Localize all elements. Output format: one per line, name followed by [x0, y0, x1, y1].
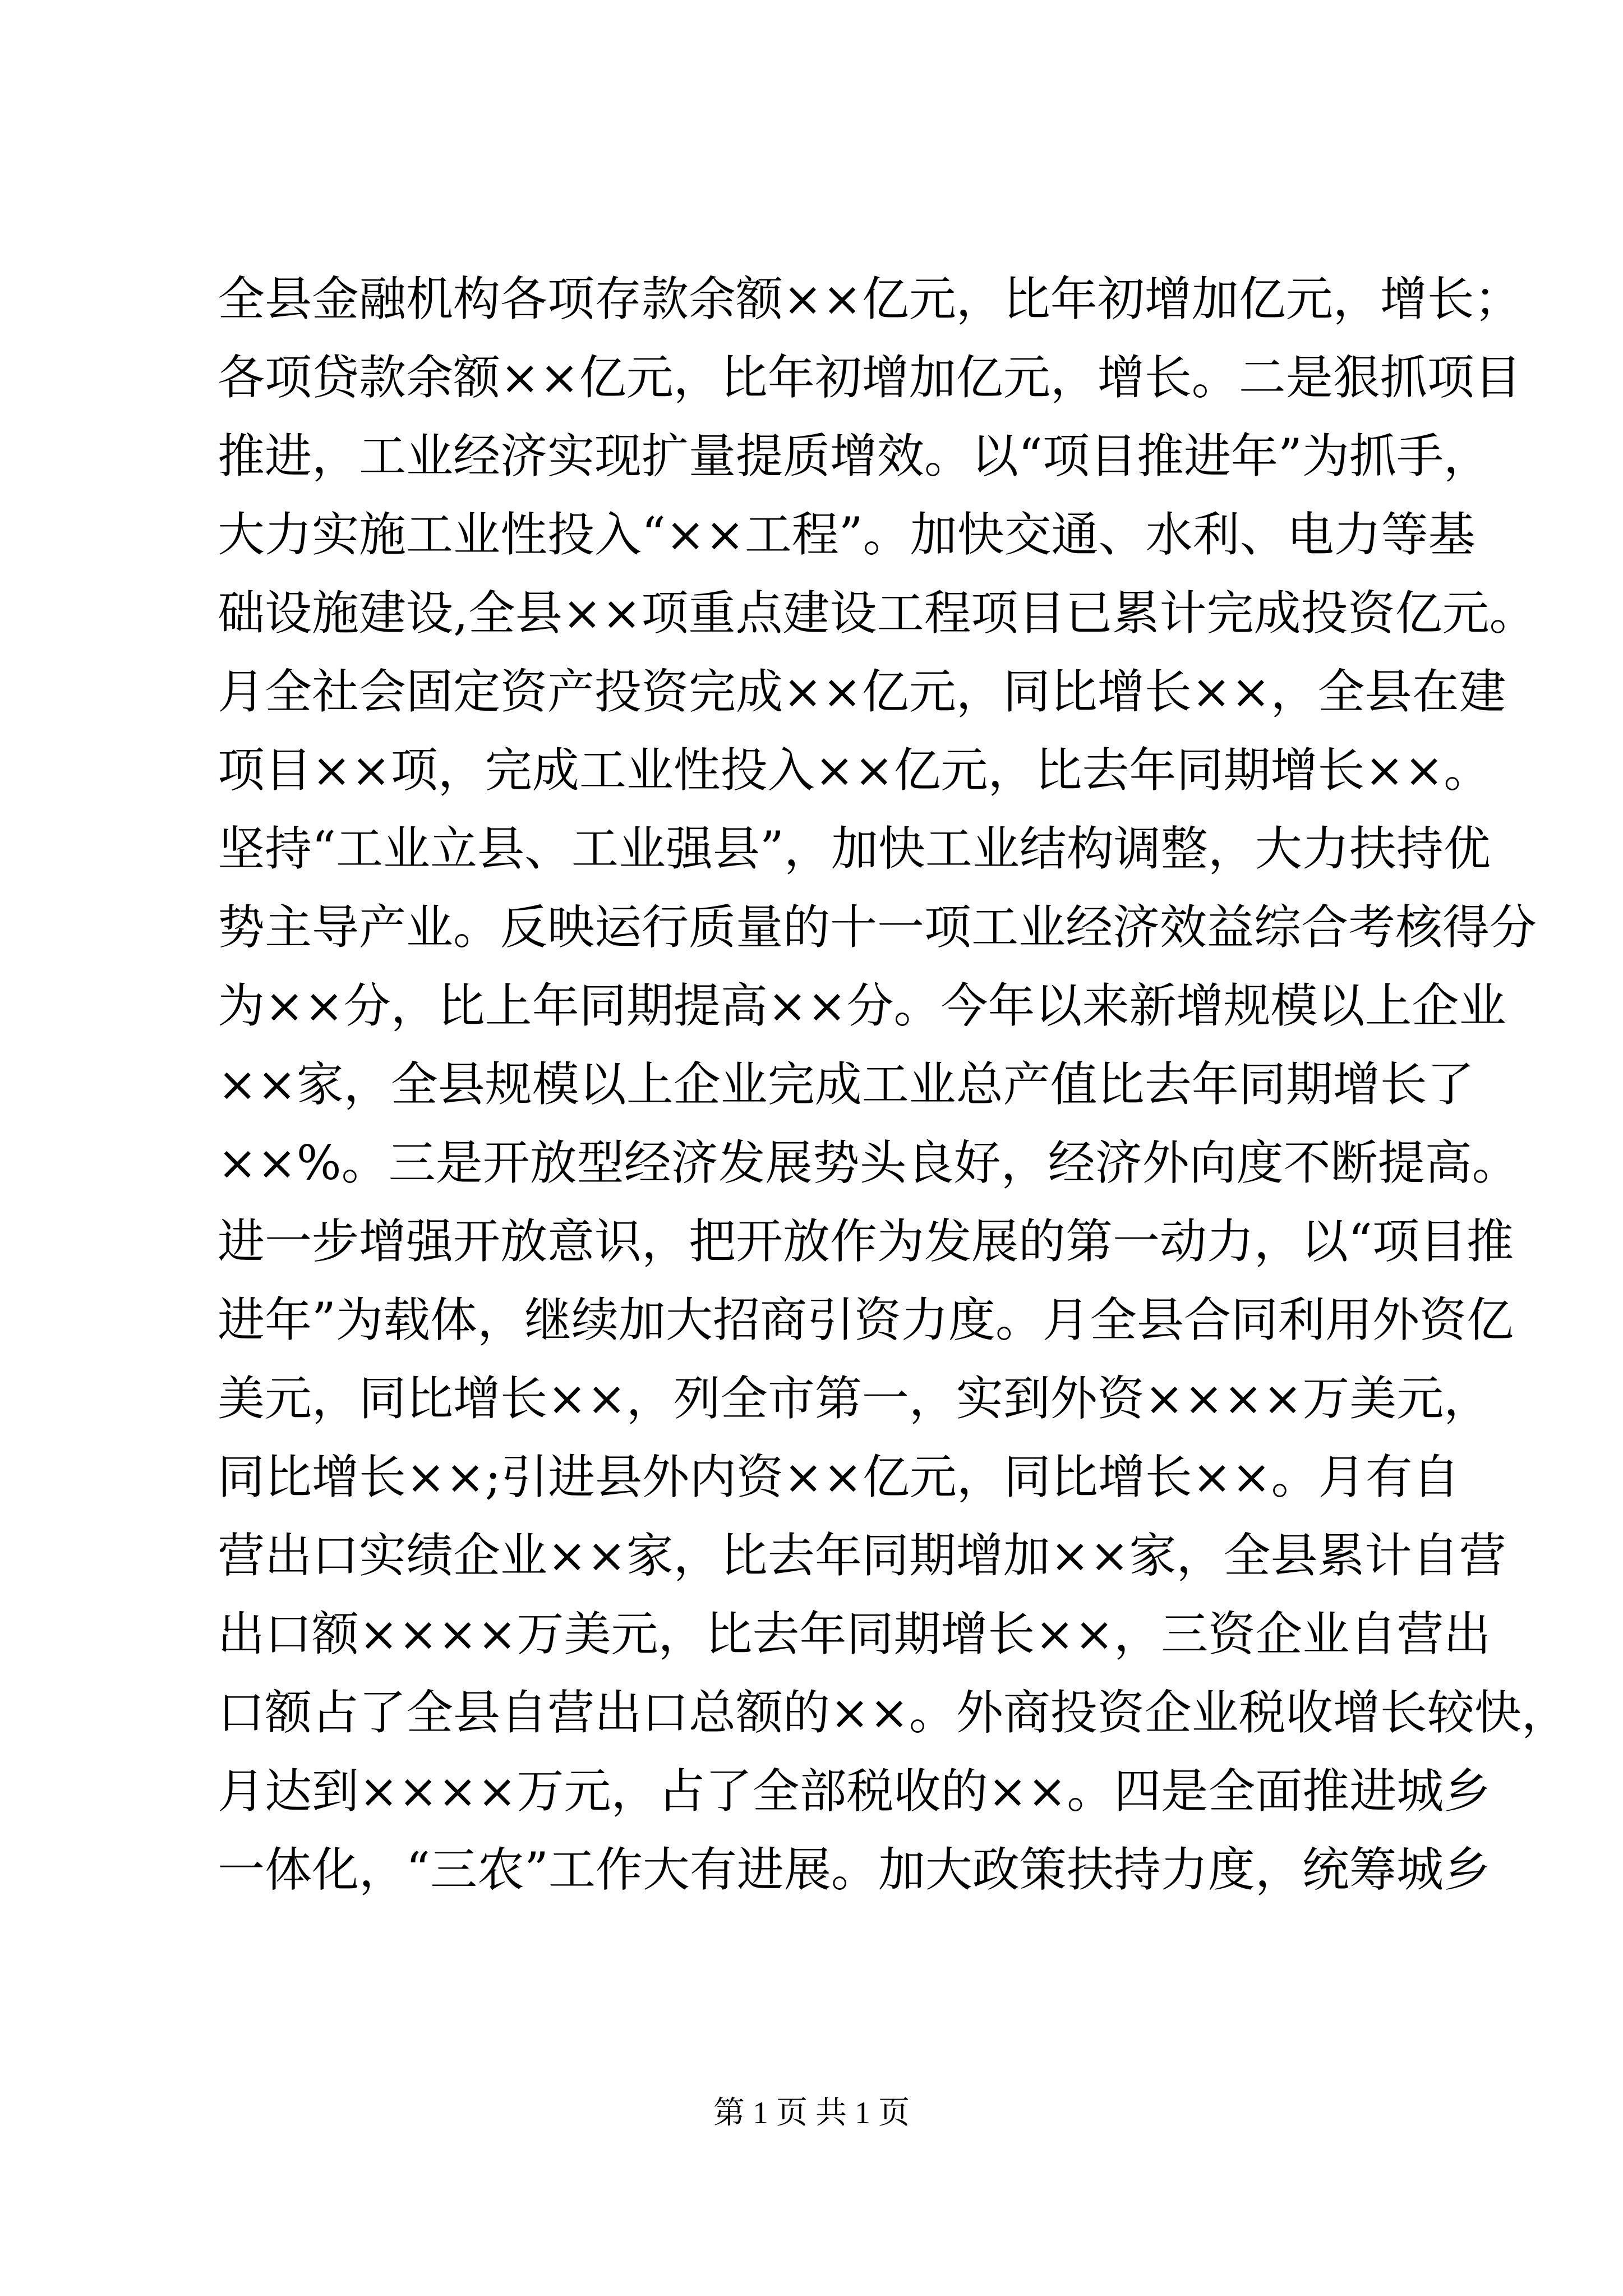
text-line: 一体化，“三农”工作大有进展。加大政策扶持力度，统筹城乡 [218, 1842, 1491, 1897]
text-line: 月全社会固定资产投资完成××亿元，同比增长××，全县在建 [218, 664, 1506, 719]
page-footer [0, 2093, 1623, 2133]
text-line: ××%。三是开放型经济发展势头良好，经济外向度不断提高。 [218, 1135, 1519, 1190]
text-line: 进年”为载体，继续加大招商引资力度。月全县合同利用外资亿 [218, 1292, 1514, 1347]
text-line: ××家，全县规模以上企业完成工业总产值比去年同期增长了 [218, 1057, 1474, 1112]
text-line: 势主导产业。反映运行质量的十一项工业经济效益综合考核得分 [218, 900, 1537, 955]
text-line: 推进，工业经济实现扩量提质增效。以“项目推进年”为抓手， [218, 429, 1491, 484]
text-line: 美元，同比增长××，列全市第一，实到外资××××万美元， [218, 1371, 1491, 1426]
text-line: 同比增长××;引进县外内资××亿元，同比增长××。月有自 [218, 1450, 1460, 1504]
text-line: 坚持“工业立县、工业强县”，加快工业结构调整，大力扶持优 [218, 821, 1491, 876]
page-number-label: 第 1 页 共 1 页 [713, 2096, 910, 2131]
text-line: 项目××项，完成工业性投入××亿元，比去年同期增长××。 [218, 743, 1491, 798]
text-line: 营出口实绩企业××家，比去年同期增加××家，全县累计自营 [218, 1528, 1506, 1583]
text-line: 月达到××××万元，占了全部税收的××。四是全面推进城乡 [218, 1764, 1491, 1819]
text-line: 各项贷款余额××亿元，比年初增加亿元，增长。二是狠抓项目 [218, 350, 1521, 405]
text-line: 础设施建设,全县××项重点建设工程项目已累计完成投资亿元。 [218, 586, 1537, 641]
text-line: 进一步增强开放意识，把开放作为发展的第一动力，以“项目推 [218, 1214, 1514, 1269]
text-line: 大力实施工业性投入“××工程”。加快交通、水利、电力等基 [218, 507, 1476, 562]
text-line: 口额占了全县自营出口总额的××。外商投资企业税收增长较快， [218, 1685, 1569, 1740]
text-line: 全县金融机构各项存款余额××亿元，比年初增加亿元，增长； [218, 272, 1521, 326]
body-text [218, 260, 1569, 1909]
text-line: 出口额××××万美元，比去年同期增长××，三资企业自营出 [218, 1607, 1491, 1662]
text-line: 为××分，比上年同期提高××分。今年以来新增规模以上企业 [218, 978, 1506, 1033]
